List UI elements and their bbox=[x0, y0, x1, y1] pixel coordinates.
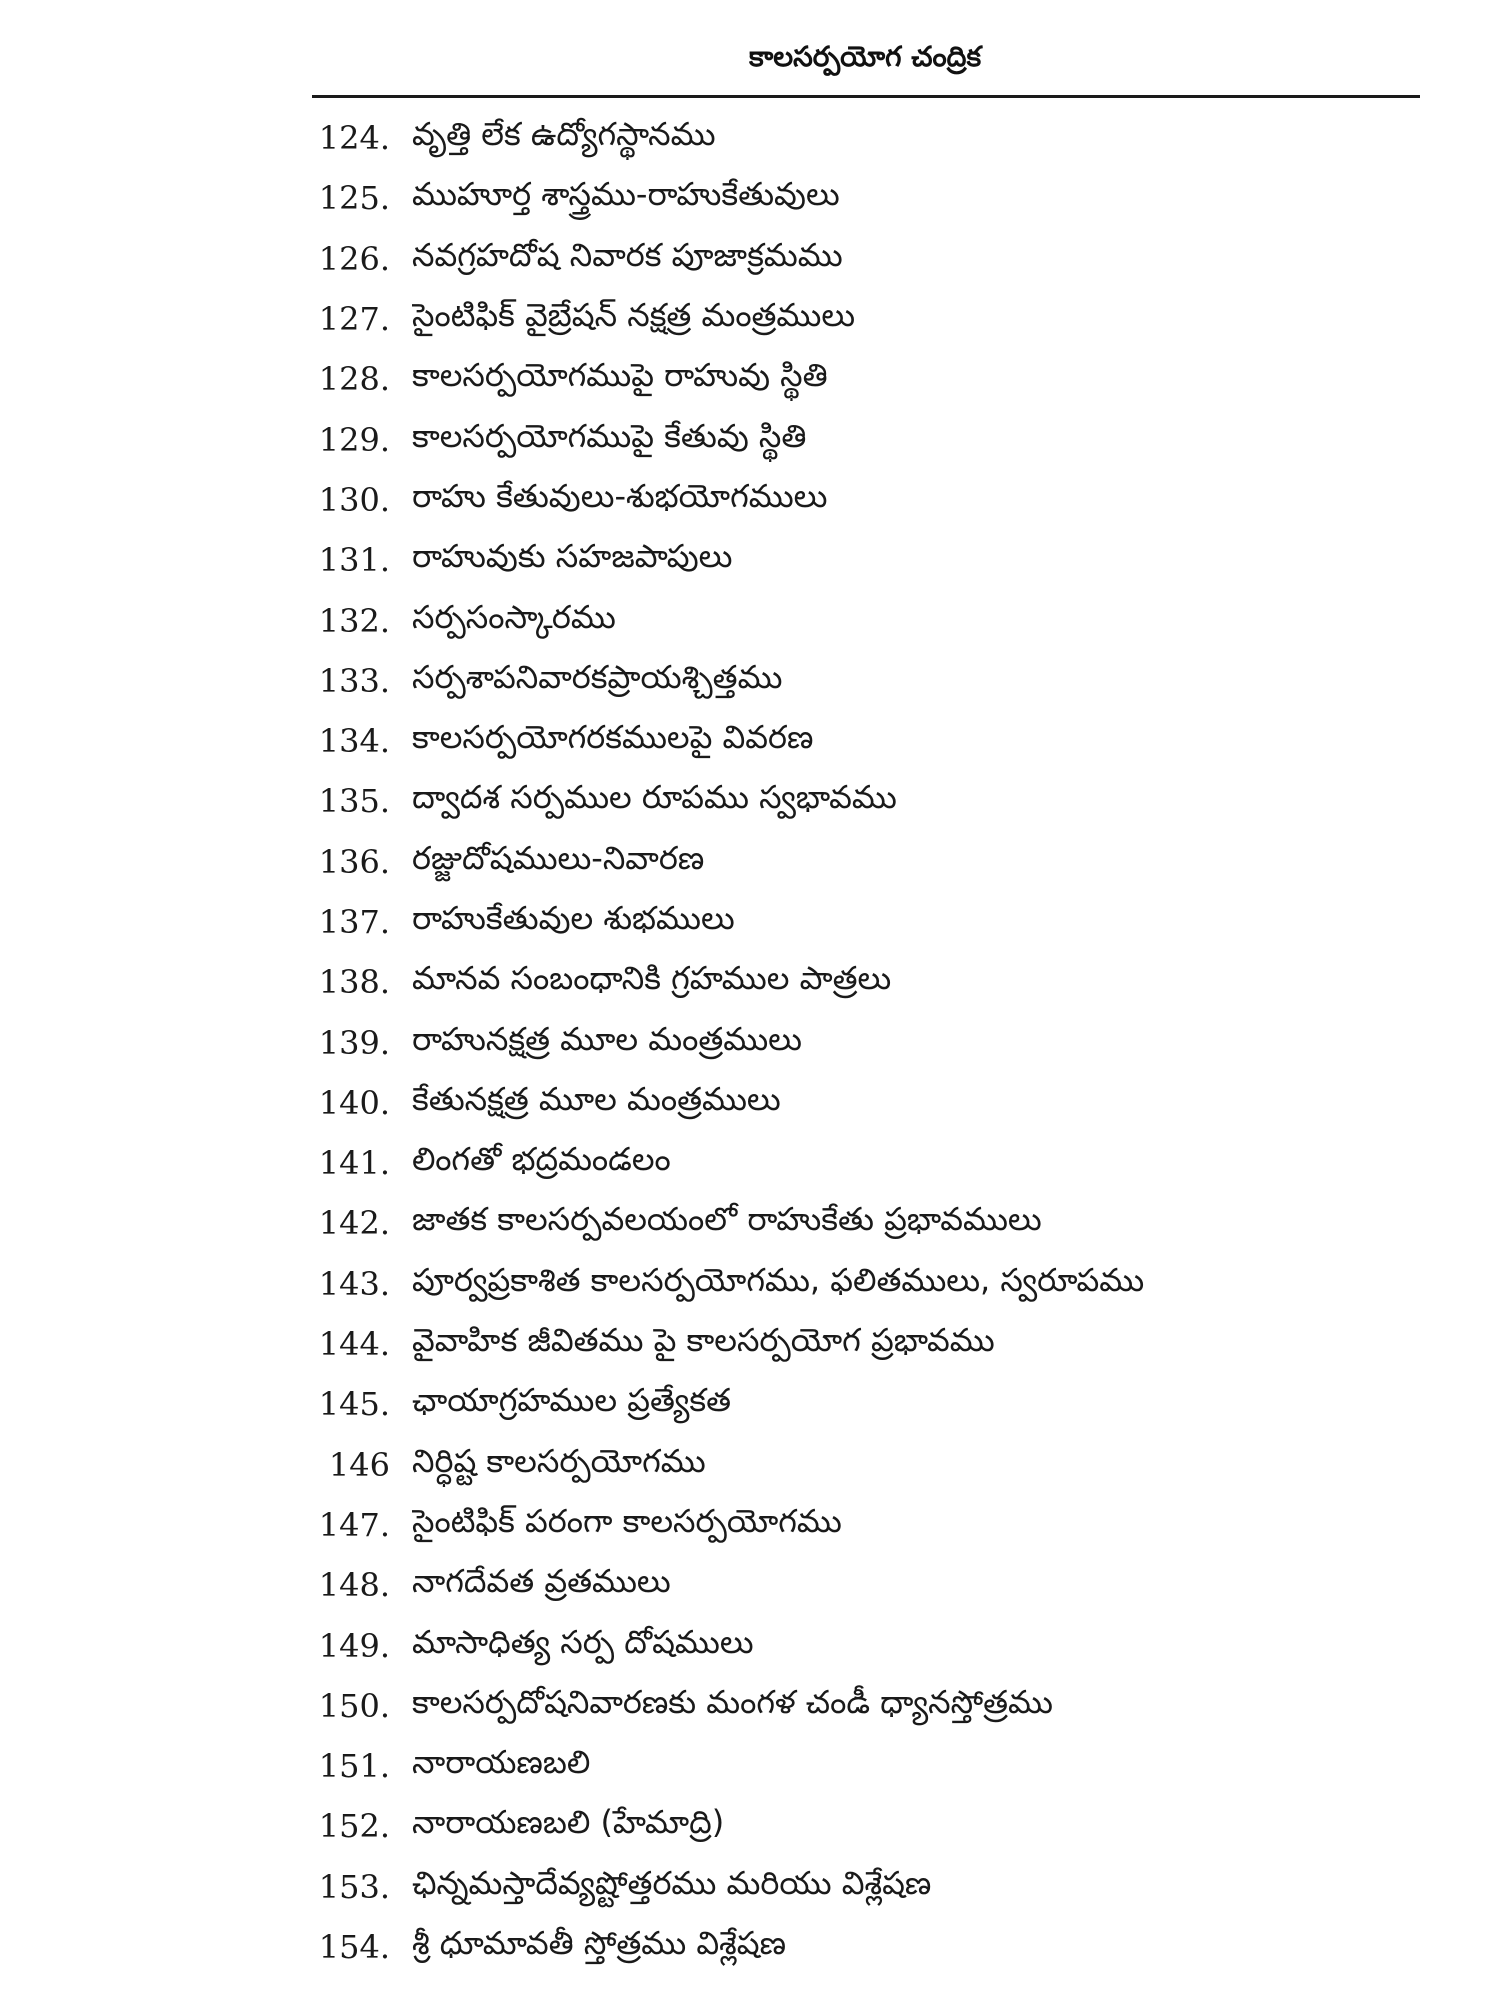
toc-title: కాలసర్పయోగరకములపై వివరణ bbox=[412, 718, 814, 757]
toc-title: కాలసర్పదోషనివారణకు మంగళ చండీ ధ్యానస్తోత్రము bbox=[412, 1682, 1053, 1721]
toc-entry bbox=[290, 952, 1420, 1012]
toc-title: నారాయణబలి (హేమాద్రి) bbox=[412, 1803, 725, 1842]
toc-entry bbox=[290, 1314, 1420, 1374]
toc-number: 151. bbox=[318, 1747, 390, 1786]
toc-title: ద్వాదశ సర్పముల రూపము స్వభావము bbox=[412, 778, 897, 817]
toc-title: శ్రీ ధూమావతీ స్తోత్రము విశ్లేషణ bbox=[412, 1924, 787, 1963]
toc-entry bbox=[290, 409, 1420, 469]
toc-number: 125. bbox=[318, 179, 390, 218]
toc-number: 142. bbox=[318, 1204, 390, 1243]
toc-number: 152. bbox=[318, 1807, 390, 1846]
toc-number: 141. bbox=[318, 1144, 390, 1183]
toc-entry bbox=[290, 1676, 1420, 1736]
toc-entry bbox=[290, 1495, 1420, 1555]
toc-title: వృత్తి లేక ఉద్యోగస్థానము bbox=[412, 115, 716, 154]
toc-title: కాలసర్పయోగముపై కేతువు స్థితి bbox=[412, 416, 807, 455]
toc-number: 128. bbox=[318, 360, 390, 399]
toc-number: 127. bbox=[318, 300, 390, 339]
toc-number: 146 bbox=[328, 1445, 390, 1484]
toc-title: లింగతో భద్రమండలం bbox=[412, 1140, 671, 1179]
toc-entry bbox=[290, 892, 1420, 952]
toc-title: సైంటిఫిక్ వైబ్రేషన్ నక్షత్ర మంత్రములు bbox=[412, 296, 856, 335]
toc-entry bbox=[290, 470, 1420, 530]
toc-entry bbox=[290, 1133, 1420, 1193]
toc-number: 135. bbox=[318, 782, 390, 821]
toc-title: నిర్ధిష్ట కాలసర్పయోగము bbox=[412, 1441, 706, 1480]
toc-title: ఛాయాగ్రహముల ప్రత్యేకత bbox=[412, 1381, 731, 1420]
toc-title: రాహునక్షత్ర మూల మంత్రములు bbox=[412, 1019, 802, 1058]
toc-entry bbox=[290, 1254, 1420, 1314]
toc-number: 149. bbox=[318, 1626, 390, 1665]
toc-entry bbox=[290, 229, 1420, 289]
toc-number: 136. bbox=[318, 842, 390, 881]
toc-entry bbox=[290, 1435, 1420, 1495]
toc-number: 147. bbox=[318, 1505, 390, 1544]
toc-entry bbox=[290, 1374, 1420, 1434]
toc-number: 150. bbox=[318, 1686, 390, 1725]
toc-entry bbox=[290, 832, 1420, 892]
toc-title: ఛిన్నమస్తాదేవ్యష్టోత్తరము మరియు విశ్లేషణ bbox=[412, 1863, 932, 1902]
toc-number: 153. bbox=[318, 1867, 390, 1906]
toc-entry bbox=[290, 1012, 1420, 1072]
toc-title: జాతక కాలసర్పవలయంలో రాహుకేతు ప్రభావములు bbox=[412, 1200, 1042, 1239]
toc-title: పూర్వప్రకాశిత కాలసర్పయోగము, ఫలితములు, స్వరూపము bbox=[412, 1260, 1145, 1299]
toc-number: 139. bbox=[318, 1023, 390, 1062]
toc-entry bbox=[290, 1917, 1420, 1977]
toc-number: 131. bbox=[318, 541, 390, 580]
toc-number: 129. bbox=[318, 420, 390, 459]
toc-number: 126. bbox=[318, 239, 390, 278]
toc-title: సర్పసంస్కారము bbox=[412, 597, 616, 636]
toc-entry bbox=[290, 1796, 1420, 1856]
toc-title: నారాయణబలి bbox=[412, 1743, 591, 1782]
toc-title: మాసాధిత్య సర్ప దోషములు bbox=[412, 1622, 754, 1661]
toc-title: వైవాహిక జీవితము పై కాలసర్పయోగ ప్రభావము bbox=[412, 1321, 995, 1360]
toc-number: 140. bbox=[318, 1083, 390, 1122]
toc-title: కేతునక్షత్ర మూల మంత్రములు bbox=[412, 1079, 781, 1118]
toc-title: నాగదేవత వ్రతములు bbox=[412, 1562, 671, 1601]
table-of-contents bbox=[290, 108, 1420, 1977]
toc-entry bbox=[290, 771, 1420, 831]
toc-entry bbox=[290, 1736, 1420, 1796]
running-header-title: కాలసర్పయోగ చంద్రిక bbox=[748, 40, 982, 73]
toc-title: ముహూర్త శాస్త్రము-రాహుకేతువులు bbox=[412, 175, 840, 214]
toc-number: 132. bbox=[318, 601, 390, 640]
toc-number: 124. bbox=[318, 119, 390, 158]
toc-number: 143. bbox=[318, 1264, 390, 1303]
toc-title: రాహుకేతువుల శుభములు bbox=[412, 899, 735, 937]
toc-title: మానవ సంబంధానికి గ్రహముల పాత్రలు bbox=[412, 959, 892, 998]
toc-number: 137. bbox=[318, 903, 390, 941]
header-divider bbox=[312, 95, 1420, 98]
toc-number: 154. bbox=[318, 1928, 390, 1967]
toc-number: 130. bbox=[318, 480, 390, 519]
toc-number: 144. bbox=[318, 1325, 390, 1364]
toc-entry bbox=[290, 1615, 1420, 1675]
toc-number: 133. bbox=[318, 661, 390, 700]
toc-entry bbox=[290, 1555, 1420, 1615]
toc-entry bbox=[290, 590, 1420, 650]
toc-entry bbox=[290, 1857, 1420, 1917]
toc-title: కాలసర్పయోగముపై రాహువు స్థితి bbox=[412, 356, 828, 395]
toc-entry bbox=[290, 289, 1420, 349]
toc-title: రాహువుకు సహజపాపులు bbox=[412, 537, 733, 576]
toc-title: రాహు కేతువులు-శుభయోగములు bbox=[412, 476, 828, 515]
toc-title: సైంటిఫిక్ పరంగా కాలసర్పయోగము bbox=[412, 1501, 842, 1540]
toc-entry bbox=[290, 168, 1420, 228]
toc-title: నవగ్రహదోష నివారక పూజాక్రమము bbox=[412, 235, 843, 274]
toc-entry bbox=[290, 651, 1420, 711]
toc-title: సర్పశాపనివారకప్రాయశ్చిత్తము bbox=[412, 657, 783, 696]
toc-title: రజ్జుదోషములు-నివారణ bbox=[412, 838, 705, 877]
toc-entry bbox=[290, 711, 1420, 771]
toc-number: 134. bbox=[318, 722, 390, 761]
toc-number: 148. bbox=[318, 1566, 390, 1605]
toc-number: 138. bbox=[318, 963, 390, 1002]
toc-number: 145. bbox=[318, 1385, 390, 1424]
toc-entry bbox=[290, 1193, 1420, 1253]
toc-entry bbox=[290, 530, 1420, 590]
toc-entry bbox=[290, 108, 1420, 168]
toc-entry bbox=[290, 1073, 1420, 1133]
toc-entry bbox=[290, 349, 1420, 409]
